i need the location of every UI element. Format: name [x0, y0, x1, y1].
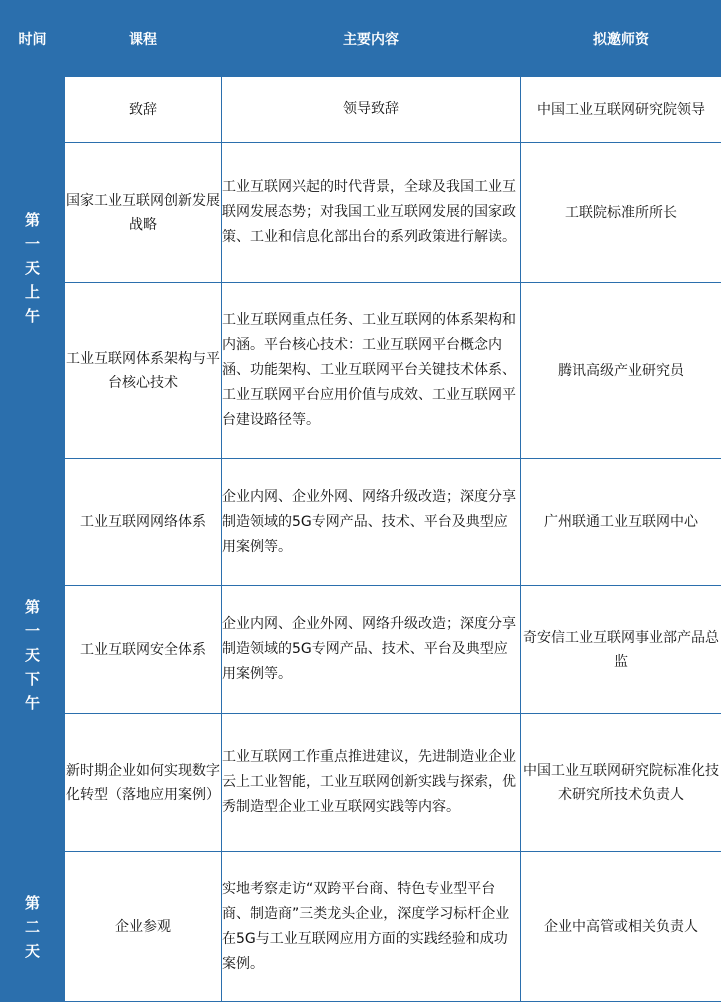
teacher-cell: 奇安信工业互联网事业部产品总监 — [521, 586, 721, 714]
course-cell: 致辞 — [65, 77, 222, 143]
course-cell: 新时期企业如何实现数字化转型（落地应用案例） — [65, 714, 222, 852]
header-row — [1, 1, 721, 77]
time-char: 第 — [24, 210, 40, 229]
time-char: 一 — [24, 622, 40, 640]
time-char: 下 — [24, 670, 40, 688]
time-char: 第 — [24, 893, 40, 912]
table-row — [1, 143, 721, 283]
content-cell: 企业内网、企业外网、网络升级改造；深度分享制造领域的5G专网产品、技术、平台及典型应用案例等。 — [222, 586, 521, 714]
time-char: 二 — [24, 917, 40, 936]
table-row — [1, 714, 721, 852]
teacher-cell: 腾讯高级产业研究员 — [521, 283, 721, 459]
time-char: 一 — [24, 234, 40, 253]
time-char: 午 — [24, 306, 40, 325]
table-body — [1, 77, 721, 1002]
header-time: 时间 — [1, 1, 65, 77]
course-cell: 国家工业互联网创新发展战略 — [65, 143, 222, 283]
time-char: 上 — [24, 282, 40, 301]
course-cell: 工业互联网体系架构与平台核心技术 — [65, 283, 222, 459]
course-cell: 工业互联网安全体系 — [65, 586, 222, 714]
time-char: 天 — [24, 258, 40, 277]
teacher-cell: 工联院标准所所长 — [521, 143, 721, 283]
header-teacher: 拟邀师资 — [521, 1, 721, 77]
header-course: 课程 — [65, 1, 222, 77]
content-cell: 领导致辞 — [222, 77, 521, 143]
teacher-cell: 广州联通工业互联网中心 — [521, 459, 721, 586]
header-content: 主要内容 — [222, 1, 521, 77]
content-cell: 实地考察走访“双跨平台商、特色专业型平台商、制造商”三类龙头企业，深度学习标杆企业在5G与工业互联网应用方面的实践经验和成功案例。 — [222, 852, 521, 1002]
time-cell-day1-morning — [1, 77, 65, 459]
course-cell: 企业参观 — [65, 852, 222, 1002]
table-header — [1, 1, 721, 77]
content-cell: 企业内网、企业外网、网络升级改造；深度分享制造领域的5G专网产品、技术、平台及典型应用案例等。 — [222, 459, 521, 586]
time-char: 天 — [24, 646, 40, 664]
time-cell-day1-afternoon — [1, 459, 65, 852]
course-cell: 工业互联网网络体系 — [65, 459, 222, 586]
time-char: 午 — [24, 694, 40, 712]
table-row — [1, 586, 721, 714]
time-cell-day2 — [1, 852, 65, 1002]
teacher-cell: 中国工业互联网研究院标准化技术研究所技术负责人 — [521, 714, 721, 852]
content-cell: 工业互联网兴起的时代背景，全球及我国工业互联网发展态势；对我国工业互联网发展的国家政策、工业和信息化部出台的系列政策进行解读。 — [222, 143, 521, 283]
time-char: 第 — [24, 598, 40, 616]
table-row — [1, 283, 721, 459]
content-cell: 工业互联网重点任务、工业互联网的体系架构和内涵。平台核心技术：工业互联网平台概念内涵、功能架构、工业互联网平台关键技术体系、工业互联网平台应用价值与成效、工业互联网平台建设路径等。 — [222, 283, 521, 459]
table-row — [1, 77, 721, 143]
content-cell: 工业互联网工作重点推进建议，先进制造业企业云上工业智能，工业互联网创新实践与探索，优秀制造型企业工业互联网实践等内容。 — [222, 714, 521, 852]
table-row — [1, 459, 721, 586]
table-row — [1, 852, 721, 1002]
teacher-cell: 中国工业互联网研究院领导 — [521, 77, 721, 143]
time-char: 天 — [24, 941, 40, 960]
teacher-cell: 企业中高管或相关负责人 — [521, 852, 721, 1002]
